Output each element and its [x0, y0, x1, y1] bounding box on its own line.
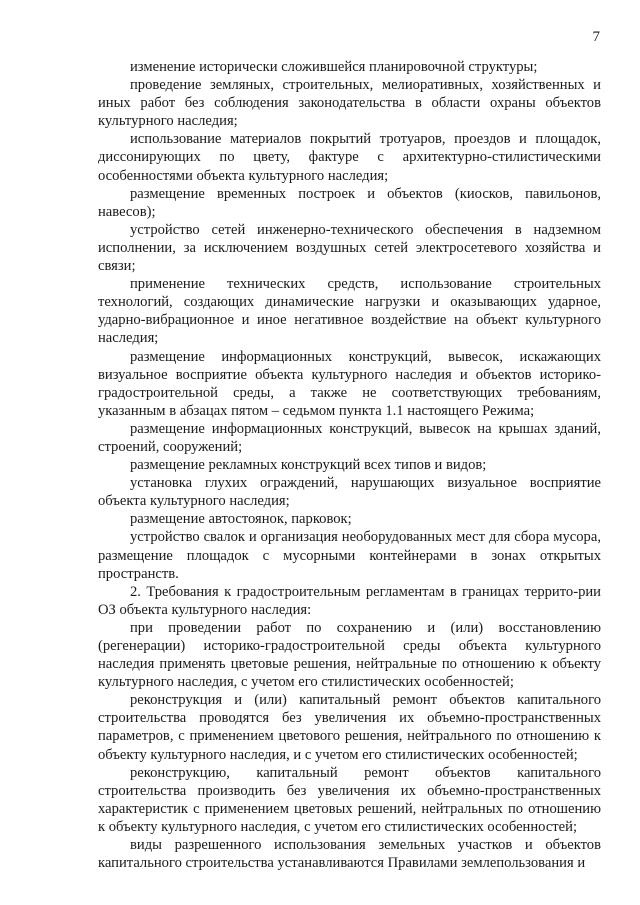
paragraph: устройство сетей инженерно-технического обеспечения в надземном исполнении, за исключением воздушных сетей электросетевого хозяйства и связи;	[98, 221, 601, 275]
paragraph: применение технических средств, использование строительных технологий, создающих динамические нагрузки и оказывающих ударное, ударно-вибрационное и иное негативное воздействие на объект культурного наследия;	[98, 276, 601, 347]
paragraph: изменение исторически сложившейся планировочной структуры;	[130, 59, 538, 75]
paragraph: размещение информационных конструкций, вывесок, искажающих визуальное восприятие объекта культурного наследия и объектов историко-градостроительной среды, а также не соответствующих требованиям, указанным в абзацах пятом – седьмом пункта 1.1 настоящего Режима;	[98, 348, 601, 419]
page-number: 7	[592, 29, 600, 45]
section-heading: 2. Требования к градостроительным регламентам в границах террито-рии ОЗ объекта культурного наследия:	[98, 583, 601, 618]
paragraph: размещение автостоянок, парковок;	[130, 511, 352, 528]
paragraph: размещение информационных конструкций, вывесок на крышах зданий, строений, сооружений;	[98, 420, 601, 455]
paragraph: размещение временных построек и объектов (киосков, павильонов, навесов);	[98, 185, 601, 220]
paragraph: при проведении работ по сохранению и (или) восстановлению (регенерации) историко-градостроительной среды объекта культурного наследия применять цветовые решения, нейтральные по отношению к объекту культурного наследия, с учетом его стилистических особенностей;	[98, 619, 601, 691]
paragraph: реконструкция и (или) капитальный ремонт объектов капитального строительства проводятся без увеличения их объемно-пространственных параметров, с применением цветового решения, нейтрального по отношению к объекту культурного наследия, и с учетом его стилистических особенностей;	[98, 692, 601, 763]
paragraph: размещение рекламных конструкций всех типов и видов;	[130, 457, 487, 474]
paragraph: реконструкцию, капитальный ремонт объектов капитального строительства производить без увеличения их объемно-пространственных характеристик с применением цветовых решений, нейтральных по отношению к объекту культурного наследия, с учетом его стилистических особенностей;	[98, 764, 601, 835]
paragraph: проведение земляных, строительных, мелиоративных, хозяйственных и иных работ без соблюдения законодательства в области охраны объектов культурного наследия;	[98, 77, 601, 130]
paragraph: использование материалов покрытий тротуаров, проездов и площадок, диссонирующих по цвету, фактуре с архитектурно-стилистическими особенностями объекта культурного наследия;	[98, 131, 601, 184]
paragraph: устройство свалок и организация необорудованных мест для сбора мусора, размещение площадок с мусорными контейнерами в зонах открытых пространств.	[98, 529, 601, 582]
document-body	[98, 58, 601, 872]
paragraph: виды разрешенного использования земельных участков и объектов капитального строительства устанавливаются Правилами землепользования и	[98, 837, 601, 872]
paragraph: установка глухих ограждений, нарушающих визуальное восприятие объекта культурного наследия;	[98, 475, 601, 510]
